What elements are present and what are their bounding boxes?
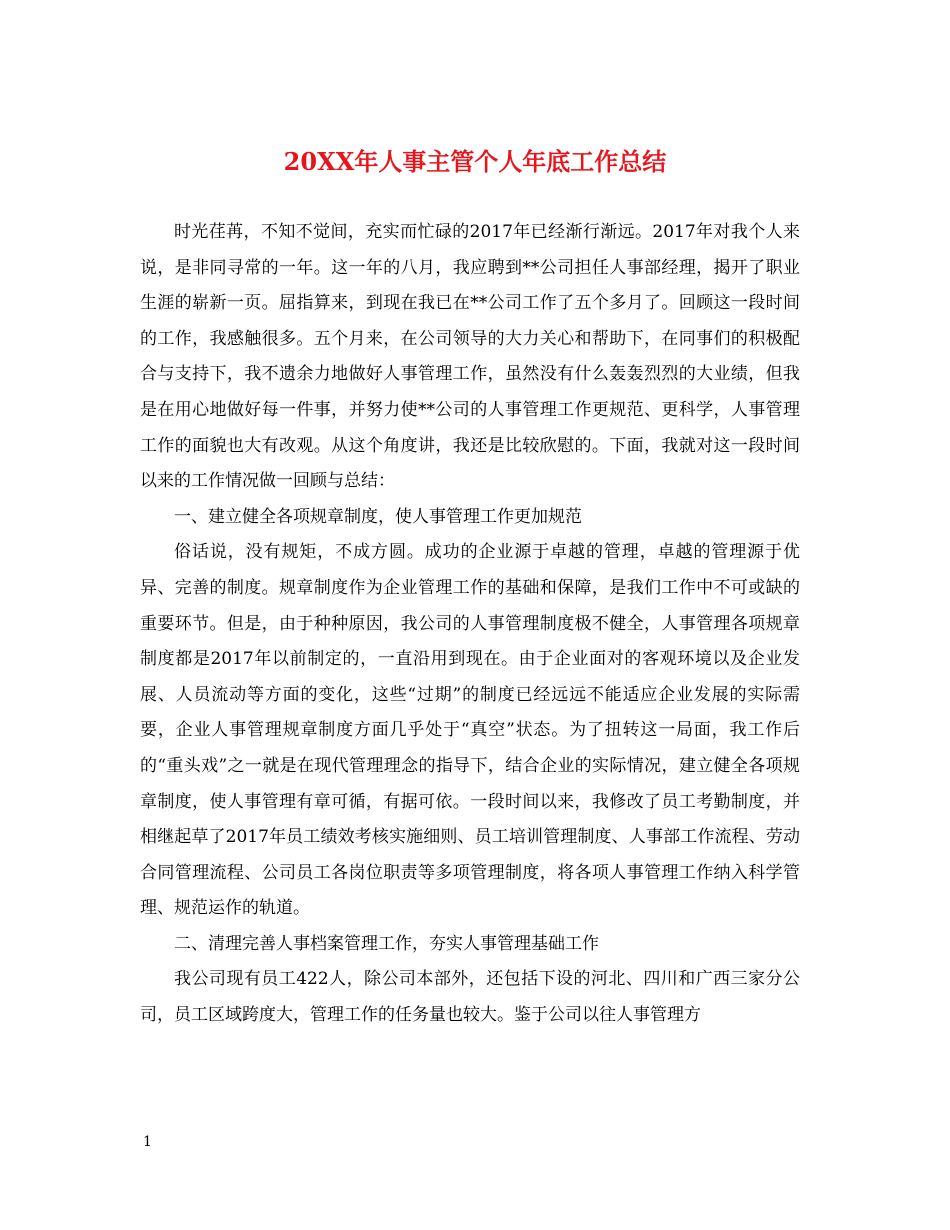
paragraph-intro: 时光荏苒，不知不觉间，充实而忙碌的2017年已经渐行渐远。2017年对我个人来说，是非同寻常的一年。这一年的八月，我应聘到**公司担任人事部经理，揭开了职业生涯的崭新一页。屈指算来，到现在我已在**公司工作了五个多月了。回顾这一段时间的工作，我感触很多。五个月来，在公司领导的大力关心和帮助下，在同事们的积极配合与支持下，我不遗余力地做好人事管理工作，虽然没有什么轰轰烈烈的大业绩，但我是在用心地做好每一件事，并努力使**公司的人事管理工作更规范、更科学，人事管理工作的面貌也大有改观。从这个角度讲，我还是比较欣慰的。下面，我就对这一段时间以来的工作情况做一回顾与总结： xyxy=(140,222,800,492)
document-title: 20XX年人事主管个人年底工作总结 xyxy=(283,147,667,176)
section-heading-1: 一、建立健全各项规章制度，使人事管理工作更加规范 xyxy=(174,506,582,527)
section-heading-2: 二、清理完善人事档案管理工作，夯实人事管理基础工作 xyxy=(174,933,599,954)
document-body xyxy=(140,215,800,1034)
paragraph-section-2: 我公司现有员工422人，除公司本部外，还包括下设的河北、四川和广西三家分公司，员工区域跨度大，管理工作的任务量也较大。鉴于公司以往人事管理方 xyxy=(140,969,800,1026)
paragraph-section-1: 俗话说，没有规矩，不成方圆。成功的企业源于卓越的管理，卓越的管理源于优异、完善的制度。规章制度作为企业管理工作的基础和保障，是我们工作中不可或缺的重要环节。但是，由于种种原因，我公司的人事管理制度极不健全，人事管理各项规章制度都是2017年以前制定的，一直沿用到现在。由于企业面对的客观环境以及企业发展、人员流动等方面的变化，这些“过期”的制度已经远远不能适应企业发展的实际需要，企业人事管理规章制度方面几乎处于“真空”状态。为了扭转这一局面，我工作后的“重头戏”之一就是在现代管理理念的指导下，结合企业的实际情况，建立健全各项规章制度，使人事管理有章可循，有据可依。一段时间以来，我修改了员工考勤制度，并相继起草了2017年员工绩效考核实施细则、员工培训管理制度、人事部工作流程、劳动合同管理流程、公司员工各岗位职责等多项管理制度，将各项人事管理工作纳入科学管理、规范运作的轨道。 xyxy=(140,542,800,919)
page-number: 1 xyxy=(143,1134,152,1150)
